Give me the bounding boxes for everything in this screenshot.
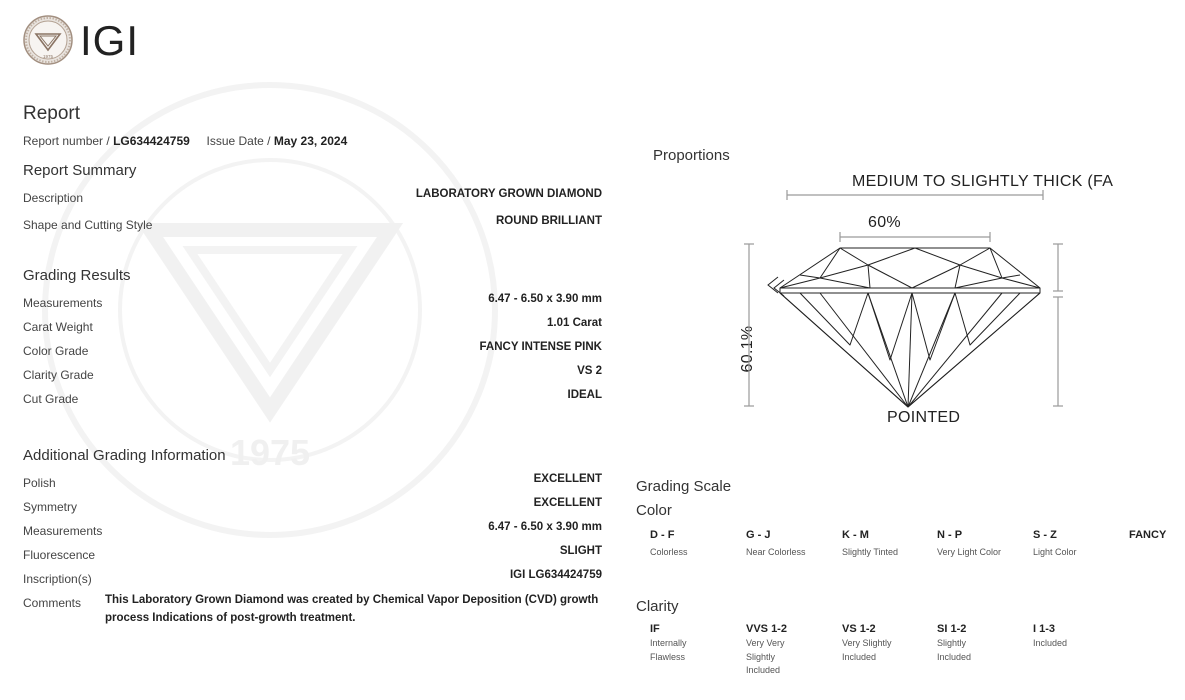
description-value: LABORATORY GROWN DIAMOND — [415, 188, 602, 200]
symmetry-label: Symmetry — [23, 500, 77, 514]
description-label: Description — [23, 191, 84, 205]
clarity-scale-desc-line: Included — [1033, 638, 1068, 648]
cut-grade-label: Cut Grade — [23, 392, 79, 406]
clarity-grade-value: VS 2 — [577, 365, 602, 377]
color-scale-item — [1129, 529, 1166, 541]
clarity-scale-grade: IF — [650, 623, 660, 635]
polish-label: Polish — [23, 476, 56, 490]
clarity-scale-grade: VS 1-2 — [842, 623, 876, 635]
inscription-label: Inscription(s) — [23, 572, 92, 586]
comments-label: Comments — [23, 596, 82, 610]
color-grade-value: FANCY INTENSE PINK — [479, 341, 602, 353]
clarity-scale-item — [842, 623, 892, 664]
svg-text:1975: 1975 — [229, 432, 311, 473]
report-number-value: LG634424759 — [113, 134, 190, 148]
proportions-title: Proportions — [653, 147, 730, 164]
issue-date-label: Issue Date / — [206, 134, 271, 148]
shape-value: ROUND BRILLIANT — [495, 215, 602, 227]
grading-scale-title: Grading Scale — [636, 478, 732, 495]
clarity-scale-grade: I 1-3 — [1033, 623, 1056, 635]
depth-percent-label: 60.1% — [739, 325, 756, 373]
clarity-scale-desc-line: Included — [937, 651, 972, 662]
clarity-scale-desc-line: Slightly — [937, 638, 967, 648]
fluorescence-label: Fluorescence — [23, 548, 96, 562]
color-scale-grade: S - Z — [1033, 529, 1057, 541]
clarity-scale-item — [937, 623, 971, 664]
symmetry-value: EXCELLENT — [533, 497, 602, 509]
clarity-scale-desc-line: Very Very — [746, 638, 785, 648]
clarity-scale-desc-line: Included — [746, 665, 781, 675]
culet-label: POINTED — [887, 409, 961, 426]
clarity-scale-title: Clarity — [636, 598, 679, 615]
color-scale-desc: Light Color — [1033, 547, 1077, 557]
clarity-scale-grade: VVS 1-2 — [746, 623, 787, 635]
measurements-value: 6.47 - 6.50 x 3.90 mm — [488, 293, 602, 305]
polish-value: EXCELLENT — [533, 473, 602, 485]
fluorescence-value: SLIGHT — [559, 545, 602, 557]
color-scale-grade: N - P — [937, 529, 963, 541]
inscription-value: IGI LG634424759 — [509, 569, 602, 581]
comments-value: This Laboratory Grown Diamond was created by Chemical Vapor Deposition (CVD) growth process Indications of post-growth treatment. — [105, 594, 599, 624]
diamond-proportions-diagram — [740, 185, 1070, 415]
cut-grade-value: IDEAL — [567, 389, 602, 401]
clarity-scale-desc-line: Flawless — [650, 651, 686, 662]
clarity-scale-desc-line: Slightly — [746, 651, 776, 662]
table-percent-label: 60% — [868, 214, 901, 231]
measurements-label: Measurements — [23, 296, 103, 310]
color-scale-grade: FANCY — [1129, 529, 1167, 541]
color-scale-item — [650, 529, 688, 560]
color-scale-desc: Colorless — [650, 547, 688, 557]
shape-label: Shape and Cutting Style — [23, 218, 153, 232]
color-scale-desc: Very Light Color — [937, 547, 1002, 557]
clarity-scale-desc-line: Included — [842, 651, 877, 662]
carat-weight-value: 1.01 Carat — [547, 317, 602, 329]
color-scale-item — [1033, 529, 1077, 560]
girdle-label: MEDIUM TO SLIGHTLY THICK (FA — [852, 173, 1114, 190]
igi-seal-icon — [23, 15, 73, 65]
color-scale-item — [937, 529, 1001, 560]
clarity-scale-desc-line: Internally — [650, 638, 687, 648]
watermark-seal — [40, 80, 500, 540]
report-title: Report — [23, 103, 81, 124]
clarity-scale-item — [746, 623, 787, 678]
report-summary-title: Report Summary — [23, 162, 137, 179]
clarity-scale-grade: SI 1-2 — [937, 623, 967, 635]
color-scale-title: Color — [636, 502, 672, 519]
clarity-scale-desc-line: Very Slightly — [842, 638, 892, 648]
clarity-scale-item — [650, 623, 687, 664]
additional-measurements-label: Measurements — [23, 524, 103, 538]
color-scale-desc: Near Colorless — [746, 547, 806, 557]
color-scale-item — [746, 529, 806, 560]
report-number-label: Report number / — [23, 134, 110, 148]
color-scale-grade: K - M — [842, 529, 869, 541]
clarity-scale-item — [1033, 623, 1067, 651]
clarity-grade-label: Clarity Grade — [23, 368, 94, 382]
color-scale-grade: G - J — [746, 529, 771, 541]
additional-measurements-value: 6.47 - 6.50 x 3.90 mm — [488, 521, 602, 533]
color-scale-grade: D - F — [650, 529, 675, 541]
report-meta — [23, 134, 347, 148]
brand-logo-text: IGI — [80, 17, 140, 64]
color-scale-item — [842, 529, 898, 560]
grading-results-title: Grading Results — [23, 267, 131, 284]
carat-weight-label: Carat Weight — [23, 320, 93, 334]
issue-date-value: May 23, 2024 — [273, 134, 348, 148]
svg-text:1975: 1975 — [42, 54, 54, 59]
color-grade-label: Color Grade — [23, 344, 89, 358]
color-scale-desc: Slightly Tinted — [842, 547, 899, 557]
additional-info-title: Additional Grading Information — [23, 447, 226, 464]
